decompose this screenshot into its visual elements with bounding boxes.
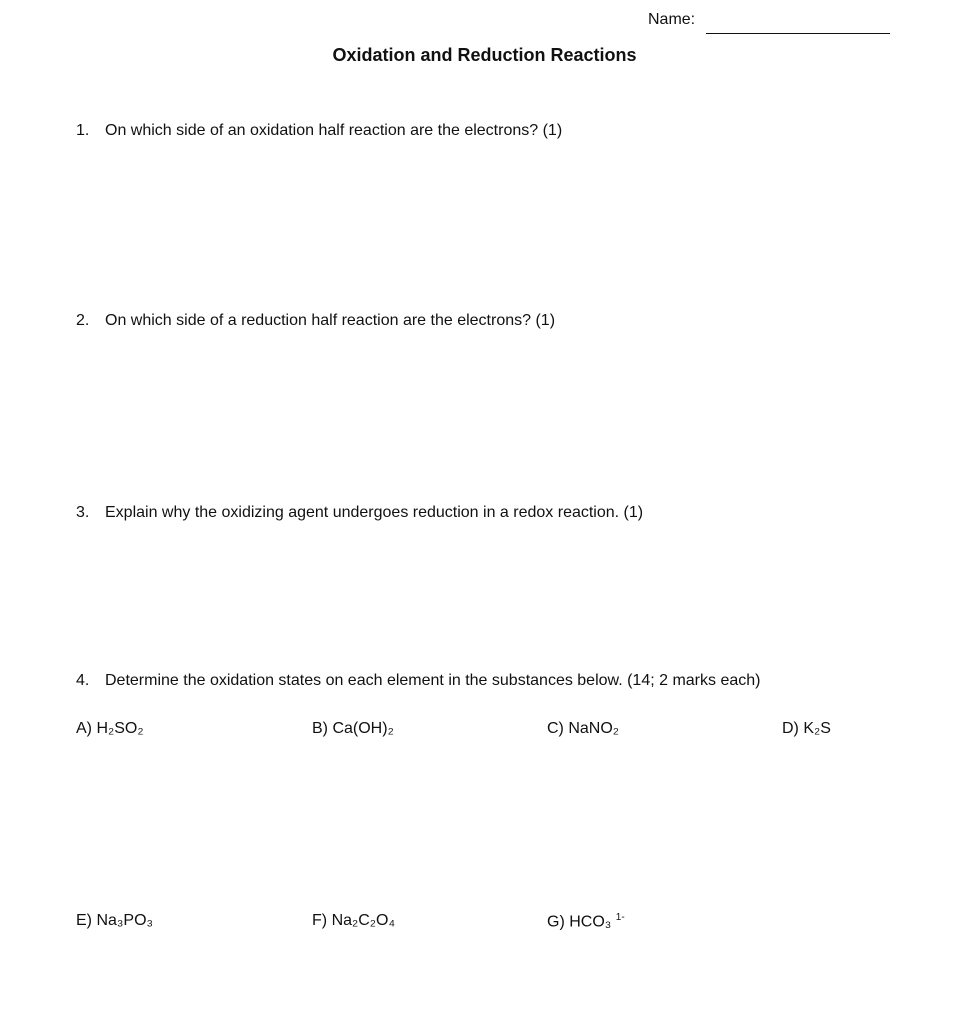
- ion-charge: 1-: [615, 912, 625, 923]
- question-number: 4.: [76, 672, 90, 689]
- substance-f: F) Na₂C₂O₄: [312, 912, 395, 929]
- question-number: 2.: [76, 312, 90, 329]
- question-text: On which side of a reduction half reaction are the electrons? (1): [105, 312, 556, 329]
- substance-b: B) Ca(OH)₂: [312, 720, 394, 737]
- question-text: Determine the oxidation states on each element in the substances below. (14; 2 marks each): [105, 672, 761, 689]
- question-text: On which side of an oxidation half reaction are the electrons? (1): [105, 122, 563, 139]
- page-title: Oxidation and Reduction Reactions: [332, 45, 637, 65]
- question-number: 3.: [76, 504, 90, 521]
- substance-e: E) Na₃PO₃: [76, 912, 154, 929]
- name-blank-line[interactable]: [706, 33, 890, 34]
- question-text: Explain why the oxidizing agent undergoes reduction in a redox reaction. (1): [105, 504, 644, 521]
- substance-c: C) NaNO₂: [547, 720, 620, 737]
- question-number: 1.: [76, 122, 90, 139]
- substance-a: A) H₂SO₂: [76, 720, 144, 737]
- substance-d: D) K₂S: [782, 720, 831, 737]
- name-label: Name:: [648, 11, 696, 28]
- substance-g: G) HCO₃ $^{1-}$: [547, 912, 625, 931]
